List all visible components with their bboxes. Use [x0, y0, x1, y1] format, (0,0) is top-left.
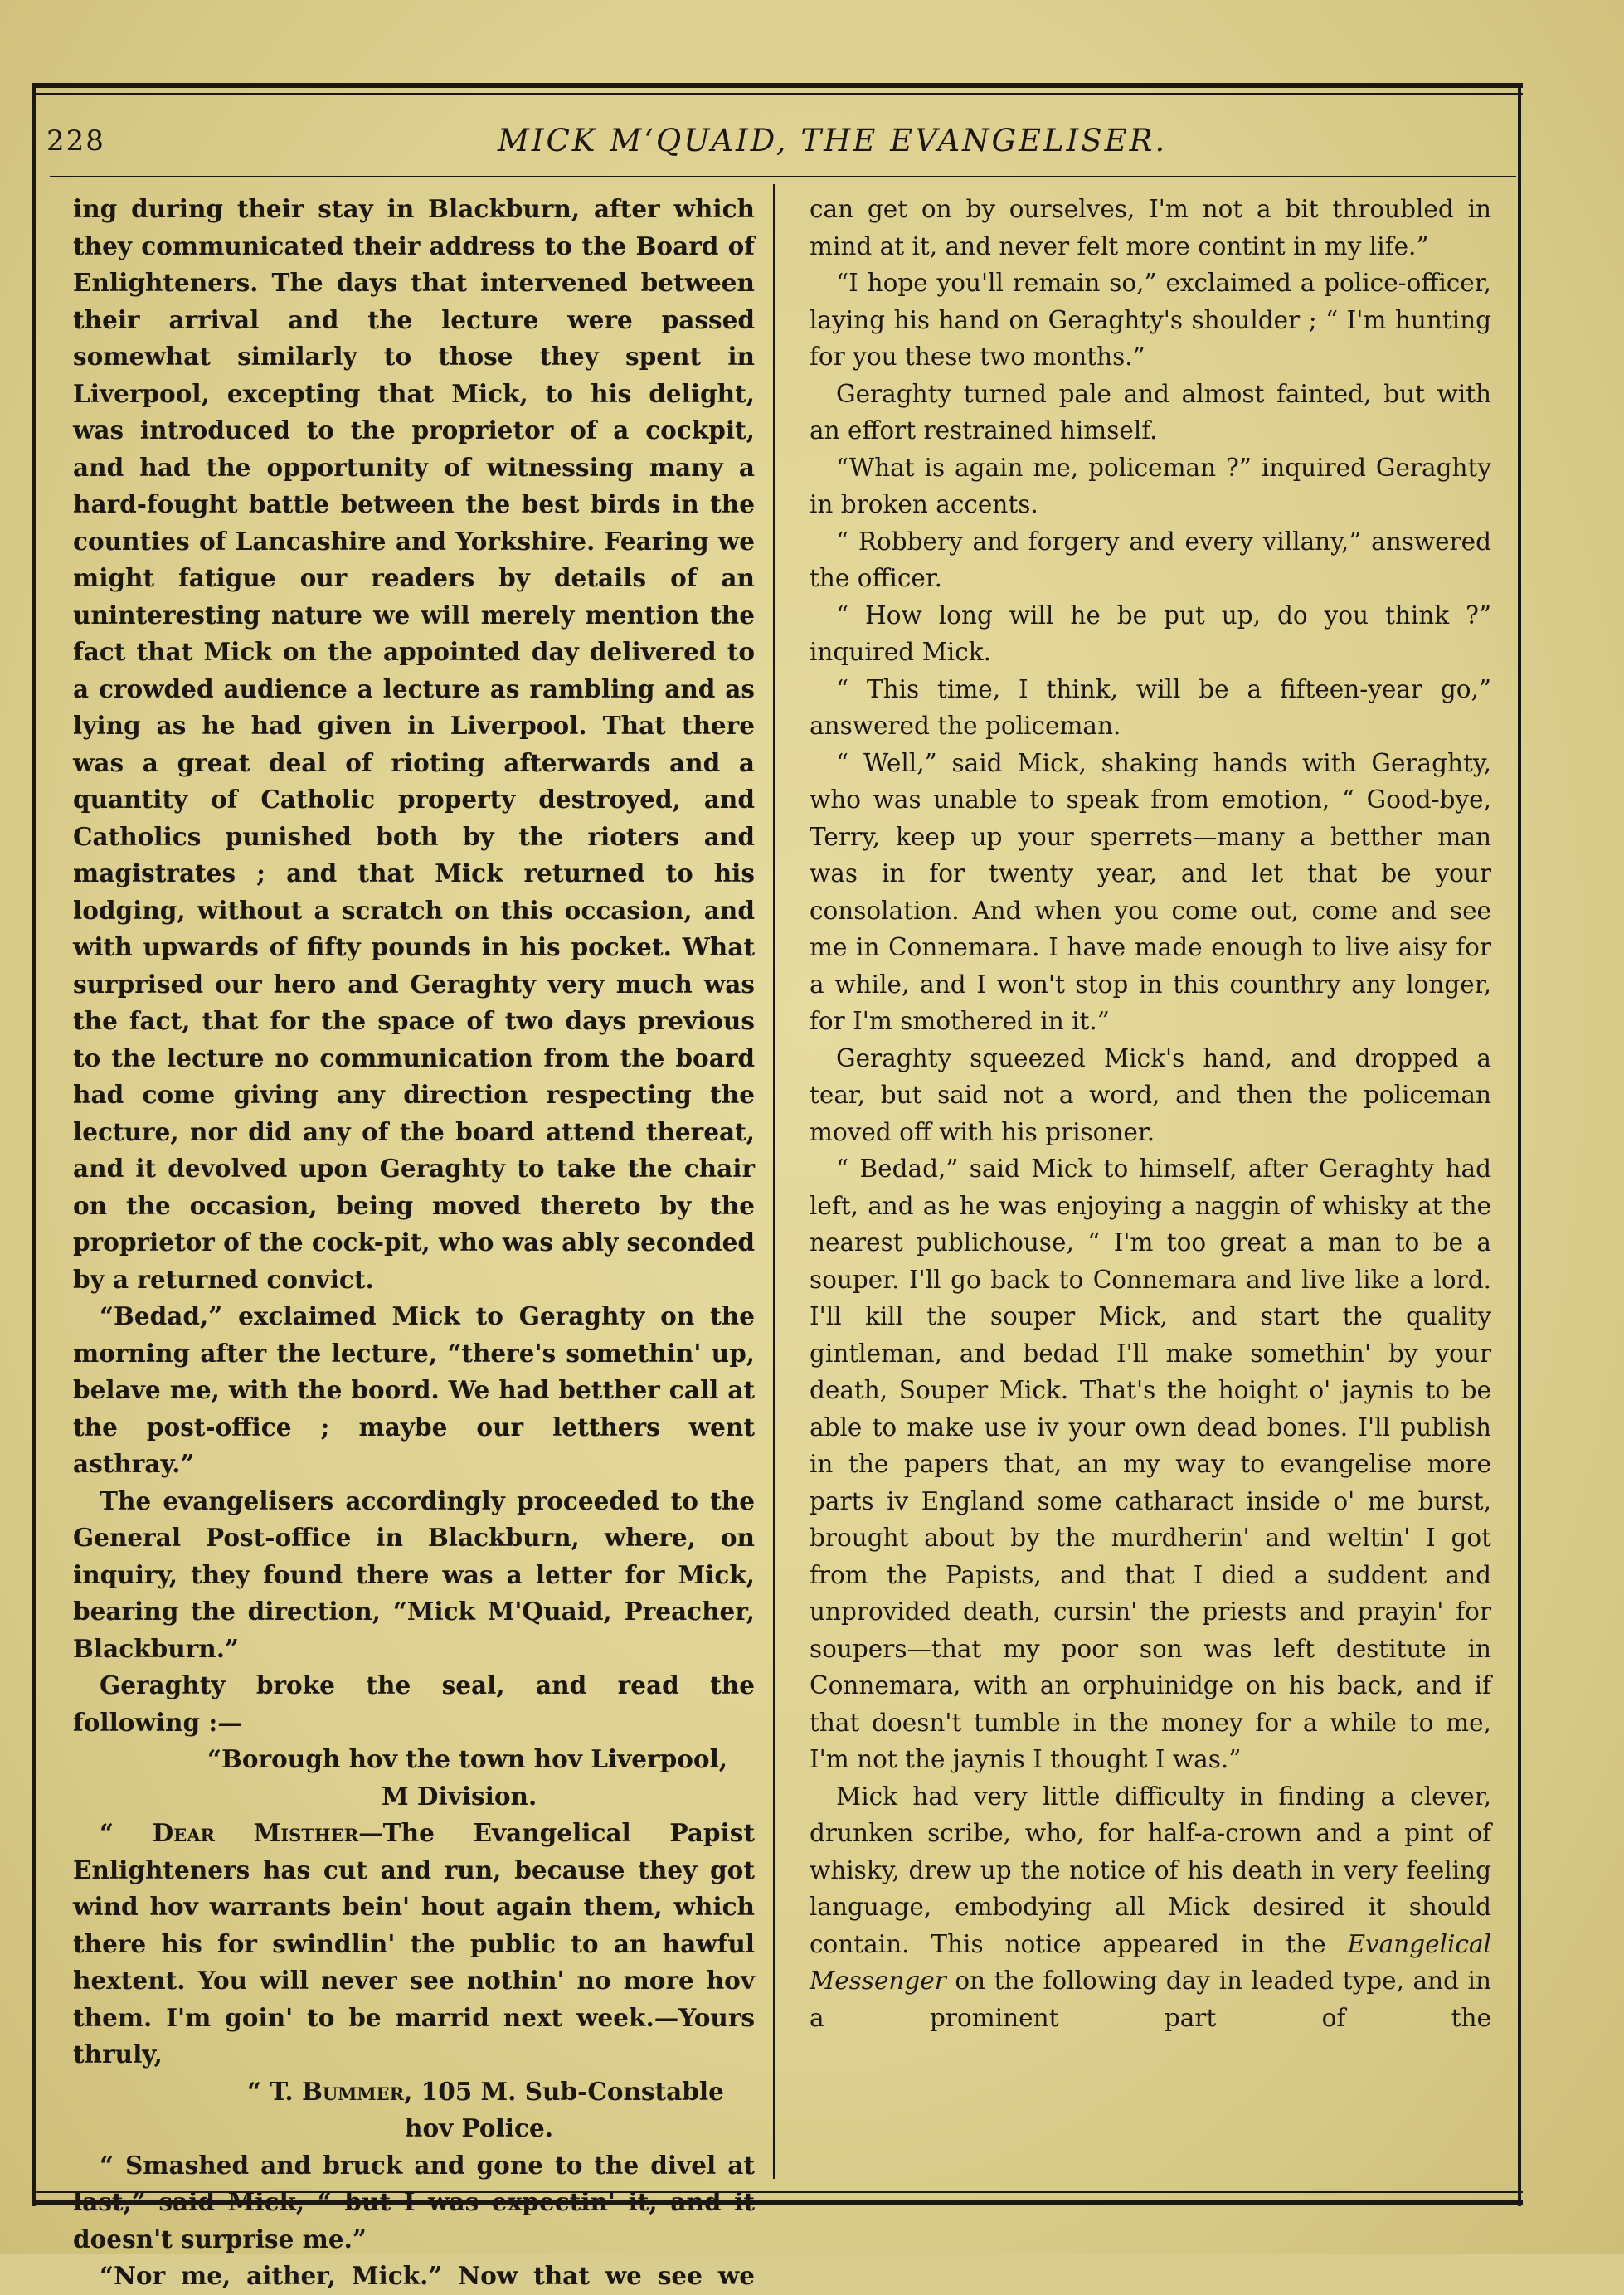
left-column — [73, 191, 755, 2295]
letter-heading-line-2: M Division. — [382, 1781, 537, 1811]
signature-name: Bummer — [301, 2076, 405, 2106]
paragraph: ing during their stay in Blackburn, after which they communicated their address to the Board of Enlighteners. The days that intervened between their arrival and the lecture were passed somewhat similarly to those they spent in Liverpool, excepting that Mick, to his delight, was introduced to the proprietor of a cockpit, and had the opportunity of witnessing many a hard-fought battle between the best birds in the counties of Lancashire and Yorkshire. Fearing we might fatigue our readers by details of an uninteresting nature we will merely mention the fact that Mick on the appointed day delivered to a crowded audience a lecture as rambling and as lying as he had given in Liverpool. That there was a great deal of rioting afterwards and a quantity of Catholic property destroyed, and Catholics punished both by the rioters and magistrates ; and that Mick returned to his lodging, without a scratch on this occasion, and with upwards of fifty pounds in his pocket. What surprised our hero and Geraghty very much was the fact, that for the space of two days previous to the lecture no communication from the board had come giving any direction respecting the lecture, nor did any of the board attend thereat, and it devolved upon Geraghty to take the chair on the occasion, being moved thereto by the proprietor of the cock-pit, who was ably seconded by a returned convict. — [73, 194, 755, 1294]
frame-top-rule — [32, 83, 1523, 88]
letter-signature-line-1 — [73, 2074, 755, 2111]
paragraph: “ Robbery and forgery and every villany,” answered the officer. — [810, 527, 1491, 592]
signature-prefix: “ T. — [247, 2076, 302, 2106]
paragraph — [810, 1778, 1491, 2037]
letter-heading-line-1: “Borough hov the town hov Liverpool, — [207, 1744, 728, 1773]
paragraph-text: Mick had very little difficulty in finding a clever, drunken scribe, who, for half-a-crown and a pint of whisky, drew up the notice of his death in very feeling language, embodying all Mick desired it should contain. This notice appeared in the — [810, 1782, 1491, 1958]
paragraph: The evangelisers accordingly proceeded to the General Post-office in Blackburn, where, on inquiry, they found there was a letter for Mick, bearing the direction, “Mick M'Quaid, Preacher, Blackburn.” — [73, 1485, 755, 1663]
frame-right-rule — [1518, 83, 1521, 2206]
frame-top-thin-rule — [32, 93, 1523, 95]
paragraph: “ Bedad,” said Mick to himself, after Geraghty had left, and as he was enjoying a naggin of whisky at the nearest publichouse, “ I'm too great a man to be a souper. I'll go back to Connemara and live like a lord. I'll kill the souper Mick, and start the quality gintleman, and bedad I'll make somethin' by your death, Souper Mick. That's the hoight o' jaynis to be able to make use iv your own dead bones. I'll publish in the papers that, an my way to evangelise more parts iv England some catharact inside o' me burst, brought about by the murdherin' and weltin' I got from the Papists, and that I died a suddent and unprovided death, cursin' the priests and prayin' for soupers—that my poor son was left destitute in Connemara, with an orphuinidge on his back, and if that doesn't tumble in the money for a while to me, I'm not the jaynis I thought I was.” — [810, 1155, 1491, 1773]
letter-signature-line-2: hov Police. — [405, 2113, 554, 2142]
header-rule — [50, 176, 1516, 177]
paragraph: “Bedad,” exclaimed Mick to Geraghty on the morning after the lecture, “there's somethin' up, belave me, with the boord. We had betther call at the post-office ; maybe our letthers went asthray.” — [73, 1301, 755, 1478]
paragraph: can get on by ourselves, I'm not a bit throubled in mind at it, and never felt more contint in my life.” — [810, 195, 1491, 260]
signature-title: , 105 M. Sub-Constable — [404, 2076, 724, 2106]
paragraph-text: on the following day in leaded type, and in a prominent part of the — [810, 1967, 1491, 2032]
frame-left-rule — [32, 83, 36, 2206]
paragraph: “ Well,” said Mick, shaking hands with Geraghty, who was unable to speak from emotion, “ Good-bye, Terry, keep up your sperrets—many a betther man was in for twenty year, and let that be your consolation. And when you come out, come and see me in Connemara. I have made enough to live aisy for a while, and I won't stop in this counthry any longer, for I'm smothered in it.” — [810, 748, 1491, 1035]
paragraph: “I hope you'll remain so,” exclaimed a police-officer, laying his hand on Geraghty's shoulder ; “ I'm hunting for you these two months.” — [810, 269, 1491, 371]
letter-body — [73, 1815, 755, 2074]
letter-salutation: “ Dear Misther — [100, 1818, 359, 1847]
paragraph: “What is again me, policeman ?” inquired Geraghty in broken accents. — [810, 453, 1491, 518]
page-number: 228 — [46, 124, 105, 158]
paragraph: Geraghty broke the seal, and read the following :— — [73, 1670, 755, 1737]
column-divider — [773, 184, 775, 2179]
publication-title: Evangelical Messenger — [810, 1929, 1491, 1995]
paragraph: Geraghty squeezed Mick's hand, and dropped a tear, but said not a word, and then the policeman moved off with his prisoner. — [810, 1043, 1491, 1146]
running-title: MICK M‘QUAID, THE EVANGELISER. — [498, 123, 1168, 158]
letter-text: —The Evangelical Papist Enlighteners has cut and run, because they got wind hov warrants bein' hout again them, which there his for swindlin' the public to an hawful hextent. You will never see nothin' no more hov them. I'm goin' to be marrid next week.—Yours thruly, — [73, 1818, 755, 2069]
right-column — [810, 191, 1491, 2036]
paragraph: “ This time, I think, will be a fifteen-year go,” answered the policeman. — [810, 674, 1491, 740]
paragraph: “ Smashed and bruck and gone to the divel at last,” said Mick, “ but I was expectin' it, and it doesn't surprise me.” — [73, 2150, 755, 2254]
paragraph: “ How long will he be put up, do you think ?” inquired Mick. — [810, 600, 1491, 666]
paragraph: Geraghty turned pale and almost fainted, but with an effort restrained himself. — [810, 379, 1491, 445]
paragraph: “Nor me, aither, Mick.” Now that we see we — [100, 2261, 755, 2290]
